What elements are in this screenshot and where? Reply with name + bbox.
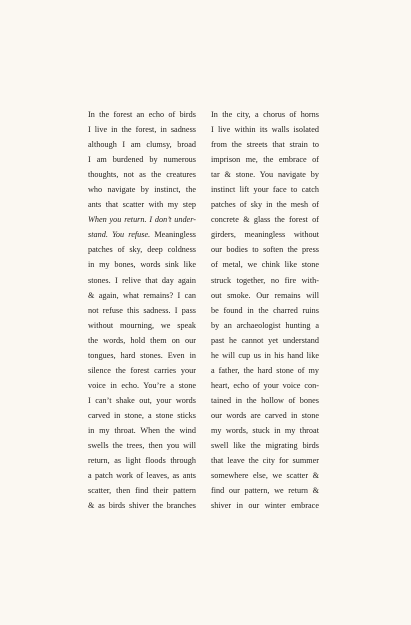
forest-poem-line bbox=[88, 107, 196, 122]
line-text: I live within its walls isolated bbox=[211, 125, 319, 135]
city-poem-line bbox=[211, 498, 319, 513]
line-text: a patch work of leaves, as ants bbox=[88, 471, 196, 481]
city-poem-line bbox=[211, 242, 319, 257]
line-text: who navigate by instinct, the bbox=[88, 185, 196, 195]
city-poem-line bbox=[211, 303, 319, 318]
forest-poem-line bbox=[88, 152, 196, 167]
city-poem-line bbox=[211, 453, 319, 468]
forest-poem-line bbox=[88, 453, 196, 468]
city-poem-line bbox=[211, 197, 319, 212]
city-poem-line bbox=[211, 152, 319, 167]
city-poem-line bbox=[211, 438, 319, 453]
line-text: I am burdened by numerous bbox=[88, 155, 196, 165]
line-text: our words are carved in stone bbox=[211, 410, 319, 420]
forest-poem-line bbox=[88, 423, 196, 438]
city-poem-line bbox=[211, 378, 319, 393]
line-text: our bodies to soften the press bbox=[211, 245, 319, 255]
city-poem-line bbox=[211, 288, 319, 303]
city-poem-line bbox=[211, 122, 319, 137]
line-text: Meaningless bbox=[150, 230, 196, 240]
city-poem-line bbox=[211, 483, 319, 498]
forest-poem-line bbox=[88, 122, 196, 137]
italic-phrase: stand. You refuse. bbox=[88, 230, 151, 240]
forest-poem-line bbox=[88, 288, 196, 303]
forest-poem-line bbox=[88, 167, 196, 182]
forest-poem-line bbox=[88, 273, 196, 288]
line-text: swells the trees, then you will bbox=[88, 441, 196, 451]
forest-poem-line bbox=[88, 348, 196, 363]
forest-poem-line bbox=[88, 197, 196, 212]
line-text: my words, stuck in my throat bbox=[211, 425, 319, 435]
line-text: patches of sky in the mesh of bbox=[211, 200, 319, 210]
line-text: return, as light floods through bbox=[88, 456, 196, 466]
line-text: thoughts, not as the creatures bbox=[88, 170, 196, 180]
line-text: shiver in our winter embrace bbox=[211, 501, 319, 511]
line-text: swell like the migrating birds bbox=[211, 441, 319, 451]
line-text: In the city, a chorus of horns bbox=[211, 110, 319, 119]
forest-poem-line bbox=[88, 408, 196, 423]
forest-poem-line bbox=[88, 363, 196, 378]
poem-column-city bbox=[211, 107, 319, 513]
forest-poem-line bbox=[88, 438, 196, 453]
line-text: from the streets that strain to bbox=[211, 140, 319, 150]
forest-poem-line bbox=[88, 378, 196, 393]
forest-poem-line bbox=[88, 227, 196, 242]
line-text: in my throat. When the wind bbox=[88, 425, 196, 435]
line-text: tongues, hard stones. Even in bbox=[88, 350, 196, 360]
line-text: I can’t shake out, your words bbox=[88, 395, 196, 405]
line-text: imprison me, the embrace of bbox=[211, 155, 319, 165]
forest-poem-line bbox=[88, 137, 196, 152]
line-text: be found in the charred ruins bbox=[211, 305, 319, 315]
forest-poem-line bbox=[88, 318, 196, 333]
forest-poem-line bbox=[88, 498, 196, 513]
forest-poem-line bbox=[88, 257, 196, 272]
italic-phrase: When you return. I don’t under- bbox=[88, 215, 196, 225]
line-text: girders, meaningless without bbox=[211, 230, 319, 240]
line-text: although I am clumsy, broad bbox=[88, 140, 196, 150]
line-text: the words, hold them on our bbox=[88, 335, 196, 345]
line-text: tar & stone. You navigate by bbox=[211, 170, 319, 180]
city-poem-line bbox=[211, 167, 319, 182]
city-poem-line bbox=[211, 468, 319, 483]
forest-poem-line bbox=[88, 393, 196, 408]
forest-poem-line bbox=[88, 303, 196, 318]
line-text: by an archaeologist hunting a bbox=[211, 320, 319, 330]
line-text: find our pattern, we return & bbox=[211, 486, 319, 496]
line-text: in my bones, words sink like bbox=[88, 260, 196, 270]
line-text: out smoke. Our remains will bbox=[211, 290, 319, 300]
line-text: not refuse this sadness. I pass bbox=[88, 305, 196, 315]
city-poem-line bbox=[211, 107, 319, 122]
line-text: that leave the city for summer bbox=[211, 456, 319, 466]
city-poem-line bbox=[211, 408, 319, 423]
city-poem-line bbox=[211, 393, 319, 408]
city-poem-line bbox=[211, 363, 319, 378]
line-text: I live in the forest, in sadness bbox=[88, 125, 196, 135]
city-poem-line bbox=[211, 182, 319, 197]
line-text: tained in the hollow of bones bbox=[211, 395, 319, 405]
line-text: patches of sky, deep coldness bbox=[88, 245, 196, 255]
line-text: instinct lift your face to catch bbox=[211, 185, 319, 195]
forest-poem-line bbox=[88, 212, 196, 227]
city-poem-line bbox=[211, 333, 319, 348]
city-poem-line bbox=[211, 348, 319, 363]
line-text: & again, what remains? I can bbox=[88, 290, 196, 300]
line-text: he will cup us in his hand like bbox=[211, 350, 319, 360]
line-text: somewhere else, we scatter & bbox=[211, 471, 319, 481]
city-poem-line bbox=[211, 212, 319, 227]
poem-column-forest bbox=[88, 107, 196, 513]
city-poem-line bbox=[211, 257, 319, 272]
forest-poem-line bbox=[88, 242, 196, 257]
line-text: a father, the hard stone of my bbox=[211, 365, 319, 375]
line-text: past he cannot yet understand bbox=[211, 335, 319, 345]
forest-poem-line bbox=[88, 182, 196, 197]
line-text: carved in stone, a stone sticks bbox=[88, 410, 196, 420]
line-text: heart, echo of your voice con- bbox=[211, 380, 319, 390]
line-text: without mourning, we speak bbox=[88, 320, 196, 330]
line-text: In the forest an echo of birds bbox=[88, 110, 196, 119]
line-text: struck together, no fire with- bbox=[211, 275, 319, 285]
line-text: silence the forest carries your bbox=[88, 365, 196, 375]
line-text: & as birds shiver the branches bbox=[88, 501, 196, 511]
line-text: of metal, we chink like stone bbox=[211, 260, 319, 270]
forest-poem-line bbox=[88, 333, 196, 348]
city-poem-line bbox=[211, 273, 319, 288]
line-text: voice in echo. You’re a stone bbox=[88, 380, 196, 390]
line-text: stones. I relive that day again bbox=[88, 275, 196, 285]
line-text: ants that scatter with my step bbox=[88, 200, 196, 210]
forest-poem-line bbox=[88, 468, 196, 483]
line-text: concrete & glass the forest of bbox=[211, 215, 319, 225]
forest-poem-line bbox=[88, 483, 196, 498]
city-poem-line bbox=[211, 423, 319, 438]
line-text: scatter, then find their pattern bbox=[88, 486, 196, 496]
city-poem-line bbox=[211, 318, 319, 333]
city-poem-line bbox=[211, 227, 319, 242]
city-poem-line bbox=[211, 137, 319, 152]
